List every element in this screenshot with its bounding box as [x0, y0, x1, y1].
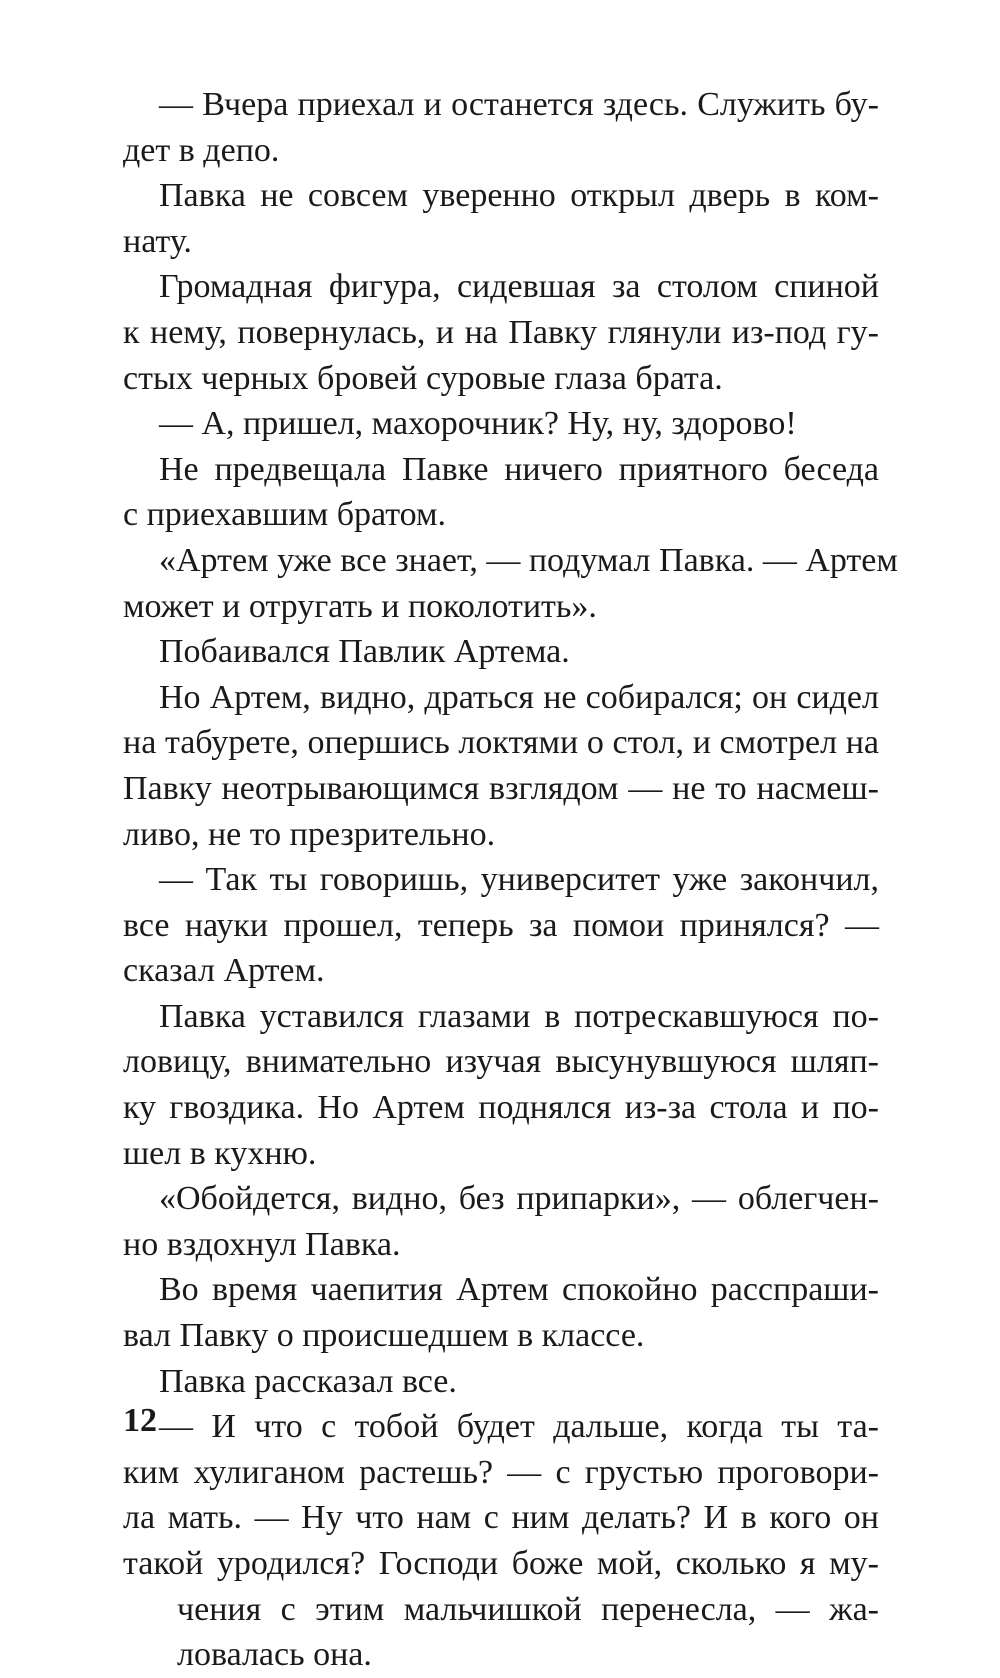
text-line: шел в кухню.: [123, 1134, 317, 1172]
text-line: дет в депо.: [123, 131, 280, 169]
text-line: «Артем уже все знает, — подумал Павка. — Артем: [159, 541, 898, 579]
text-line: — Так ты говоришь, университет уже закончил,: [159, 861, 879, 899]
text-line: Павка уставился глазами в потрескавшуюся по-: [159, 997, 879, 1035]
text-line: стых черных бровей суровые глаза брата.: [123, 359, 723, 397]
text-line: Но Артем, видно, драться не собирался; он сидел: [159, 678, 879, 716]
text-line: Во время чаепития Артем спокойно расспраши-: [159, 1271, 879, 1309]
text-line: — И что с тобой будет дальше, когда ты та-: [159, 1408, 879, 1446]
text-line: ла мать. — Ну что нам с ним делать? И в кого он: [123, 1499, 879, 1537]
text-line: сказал Артем.: [123, 952, 325, 990]
text-line: на табурете, опершись локтями о стол, и смотрел на: [123, 724, 879, 762]
text-line: Не предвещала Павке ничего приятного беседа: [159, 450, 879, 488]
text-line: чения с этим мальчишкой перенесла, — жа-: [177, 1590, 879, 1628]
text-line: Побаивался Павлик Артема.: [159, 633, 570, 671]
text-line: ловицу, внимательно изучая высунувшуюся шляп-: [123, 1043, 879, 1081]
text-line: ку гвоздика. Но Артем поднялся из-за стола и по-: [123, 1089, 879, 1127]
page-number: 12: [123, 1402, 157, 1439]
text-line: «Обойдется, видно, без припарки», — облегчен-: [159, 1180, 879, 1218]
text-line: вал Павку о происшедшем в классе.: [123, 1317, 645, 1355]
text-line: ким хулиганом растешь? — с грустью проговори-: [123, 1453, 879, 1491]
text-line: нату.: [123, 222, 192, 260]
text-line: но вздохнул Павка.: [123, 1225, 401, 1263]
text-line: ловалась она.: [177, 1636, 372, 1674]
text-line: Павка не совсем уверенно открыл дверь в ком-: [159, 177, 879, 215]
page-text: [123, 82, 898, 1678]
text-line: — А, пришел, махорочник? Ну, ну, здорово!: [159, 405, 797, 443]
text-line: к нему, повернулась, и на Павку глянули из-под гу-: [123, 313, 879, 351]
text-line: Громадная фигура, сидевшая за столом спиной: [159, 268, 879, 306]
text-line: все науки прошел, теперь за помои принялся? —: [123, 906, 879, 944]
text-line: Павку неотрывающимся взглядом — не то насмеш-: [123, 769, 879, 807]
text-line: Павка рассказал все.: [159, 1362, 457, 1400]
text-line: ливо, не то презрительно.: [123, 815, 496, 853]
text-line: с приехавшим братом.: [123, 496, 446, 534]
text-line: — Вчера приехал и останется здесь. Служить бу-: [159, 86, 879, 123]
text-line: такой уродился? Господи боже мой, сколько я му-: [123, 1545, 879, 1582]
text-line: может и отругать и поколотить».: [123, 587, 597, 625]
